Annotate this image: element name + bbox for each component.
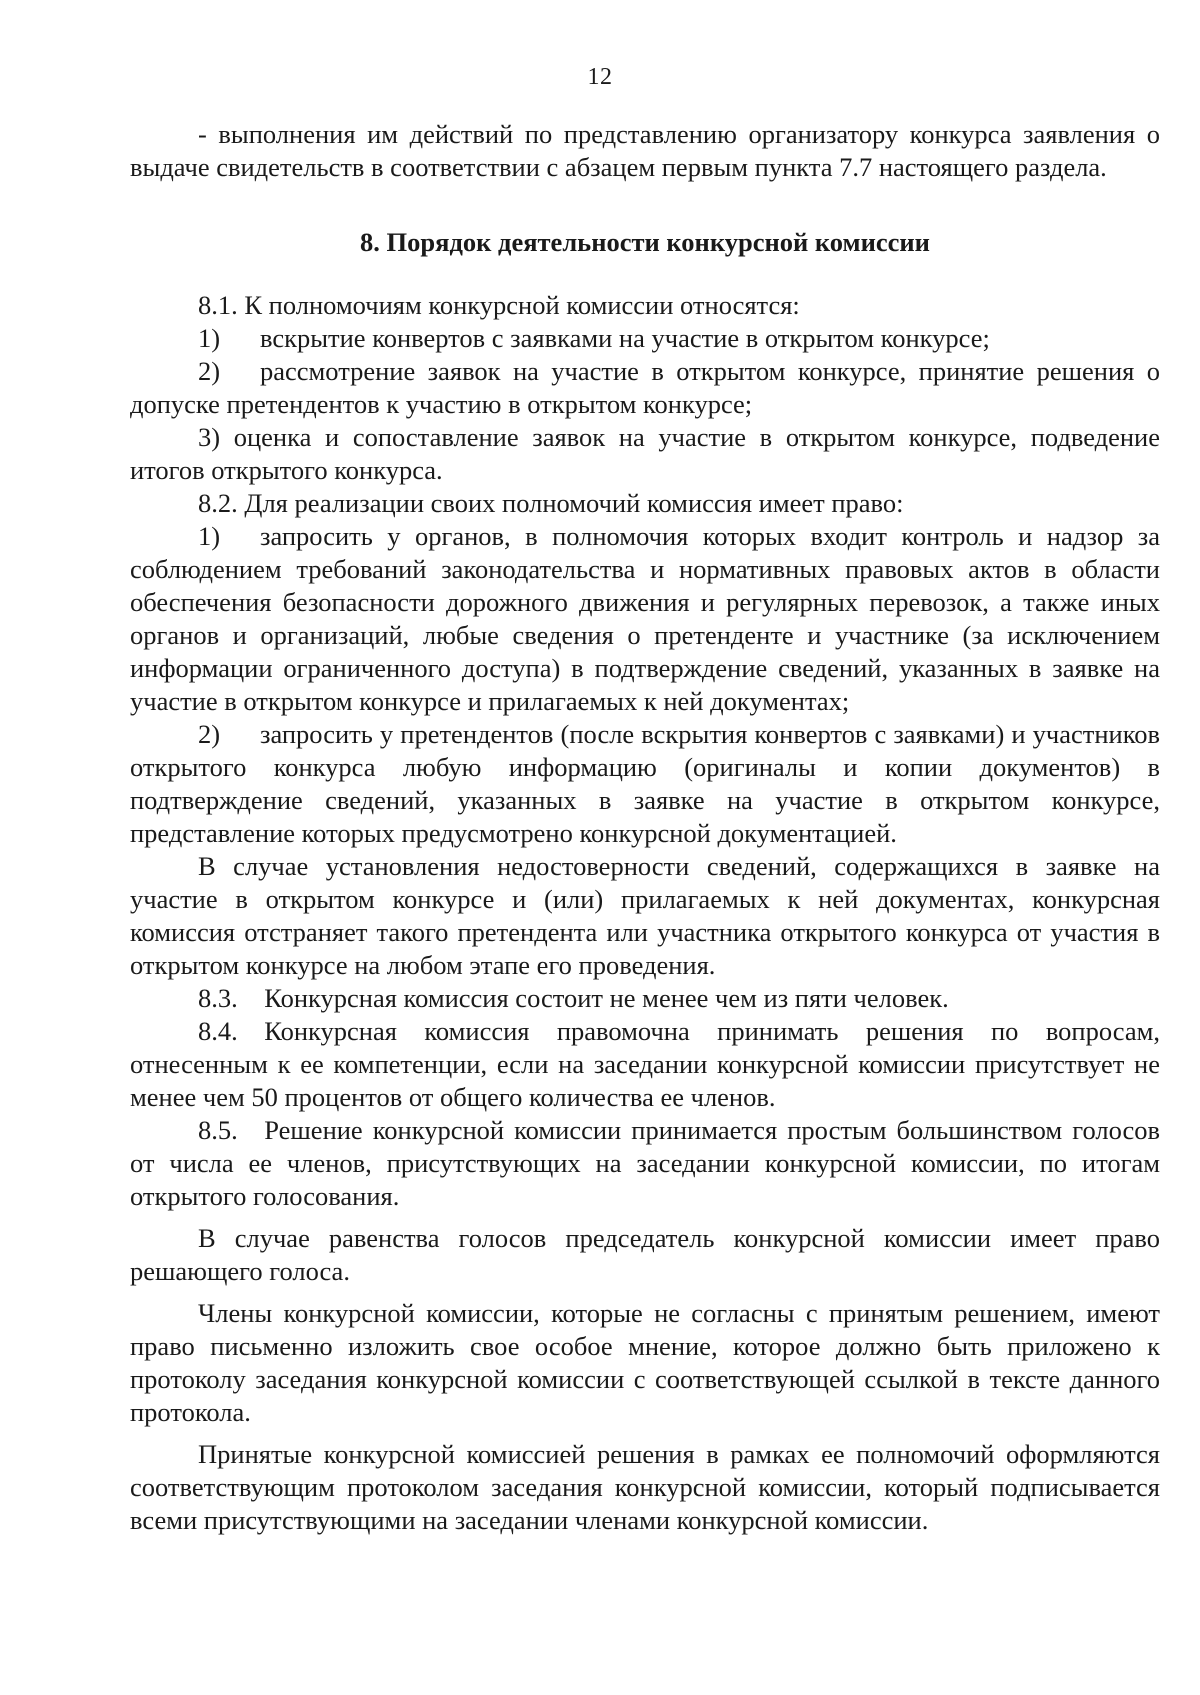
document-body [130,118,1160,1537]
paragraph-tie-vote: В случае равенства голосов председатель конкурсной комиссии имеет право решающего голоса. [130,1223,1160,1286]
clause-8-2: 8.2. Для реализации своих полномочий комиссия имеет право: [198,488,904,518]
item-text: вскрытие конвертов с заявками на участие в открытом конкурсе; [260,323,990,353]
clause-8-1: 8.1. К полномочиям конкурсной комиссии относятся: [198,290,800,320]
paragraph-dissent: Члены конкурсной комиссии, которые не согласны с принятым решением, имеют право письменно изложить свое особое мнение, которое должно быть приложено к протоколу заседания конкурсной комиссии с соответствующей ссылкой в тексте данного протокола. [130,1298,1160,1427]
item-text: запросить у органов, в полномочия которых входит контроль и надзор за соблюдением требований законодательства и нормативных правовых актов в области обеспечения безопасности дорожного движения и регулярных перевозок, а также иных органов и организаций, любые сведения о претенденте и участнике (за исключением информации ограниченного доступа) в подтверждение сведений, указанных в заявке на участие в открытом конкурсе и прилагаемых к ней документах; [130,521,1160,716]
item-number: 1) [198,521,221,551]
clause-8-4: 8.4. Конкурсная комиссия правомочна принимать решения по вопросам, отнесенным к ее компетенции, если на заседании конкурсной комиссии присутствует не менее чем 50 процентов от общего количества ее членов. [130,1016,1160,1112]
page-number: 12 [587,64,613,90]
section-heading: 8. Порядок деятельности конкурсной комиссии [360,227,930,257]
clause-8-1-item-2 [130,355,1160,421]
intro-paragraph: - выполнения им действий по представлению организатору конкурса заявления о выдаче свидетельств в соответствии с абзацем первым пункта 7.7 настоящего раздела. [130,119,1160,182]
clause-8-1-item-3: 3) оценка и сопоставление заявок на участие в открытом конкурсе, подведение итогов открытого конкурса. [130,422,1160,485]
clause-8-2-item-2 [130,718,1160,850]
item-text: запросить у претендентов (после вскрытия конвертов с заявками) и участников открытого конкурса любую информацию (оригиналы и копии документов) в подтверждение сведений, указанных в заявке на участие в открытом конкурсе, представление которых предусмотрено конкурсной документацией. [130,719,1160,848]
clause-8-2-item-1 [130,520,1160,718]
item-text: рассмотрение заявок на участие в открытом конкурсе, принятие решения о допуске претендентов к участию в открытом конкурсе; [130,356,1160,419]
clause-8-3: 8.3. Конкурсная комиссия состоит не менее чем из пяти человек. [198,983,949,1013]
paragraph-protocol: Принятые конкурсной комиссией решения в рамках ее полномочий оформляются соответствующим протоколом заседания конкурсной комиссии, который подписывается всеми присутствующими на заседании членами конкурсной комиссии. [130,1439,1160,1535]
item-number: 2) [198,719,221,749]
clause-8-1-item-1 [130,322,1160,355]
clause-8-2-note: В случае установления недостоверности сведений, содержащихся в заявке на участие в открытом конкурсе и (или) прилагаемых к ней документах, конкурсная комиссия отстраняет такого претендента или участника открытого конкурса от участия в открытом конкурсе на любом этапе его проведения. [130,851,1160,980]
clause-8-5: 8.5. Решение конкурсной комиссии принимается простым большинством голосов от числа ее членов, присутствующих на заседании конкурсной комиссии, по итогам открытого голосования. [130,1115,1160,1211]
item-number: 1) [198,323,221,353]
item-number: 2) [198,356,221,386]
